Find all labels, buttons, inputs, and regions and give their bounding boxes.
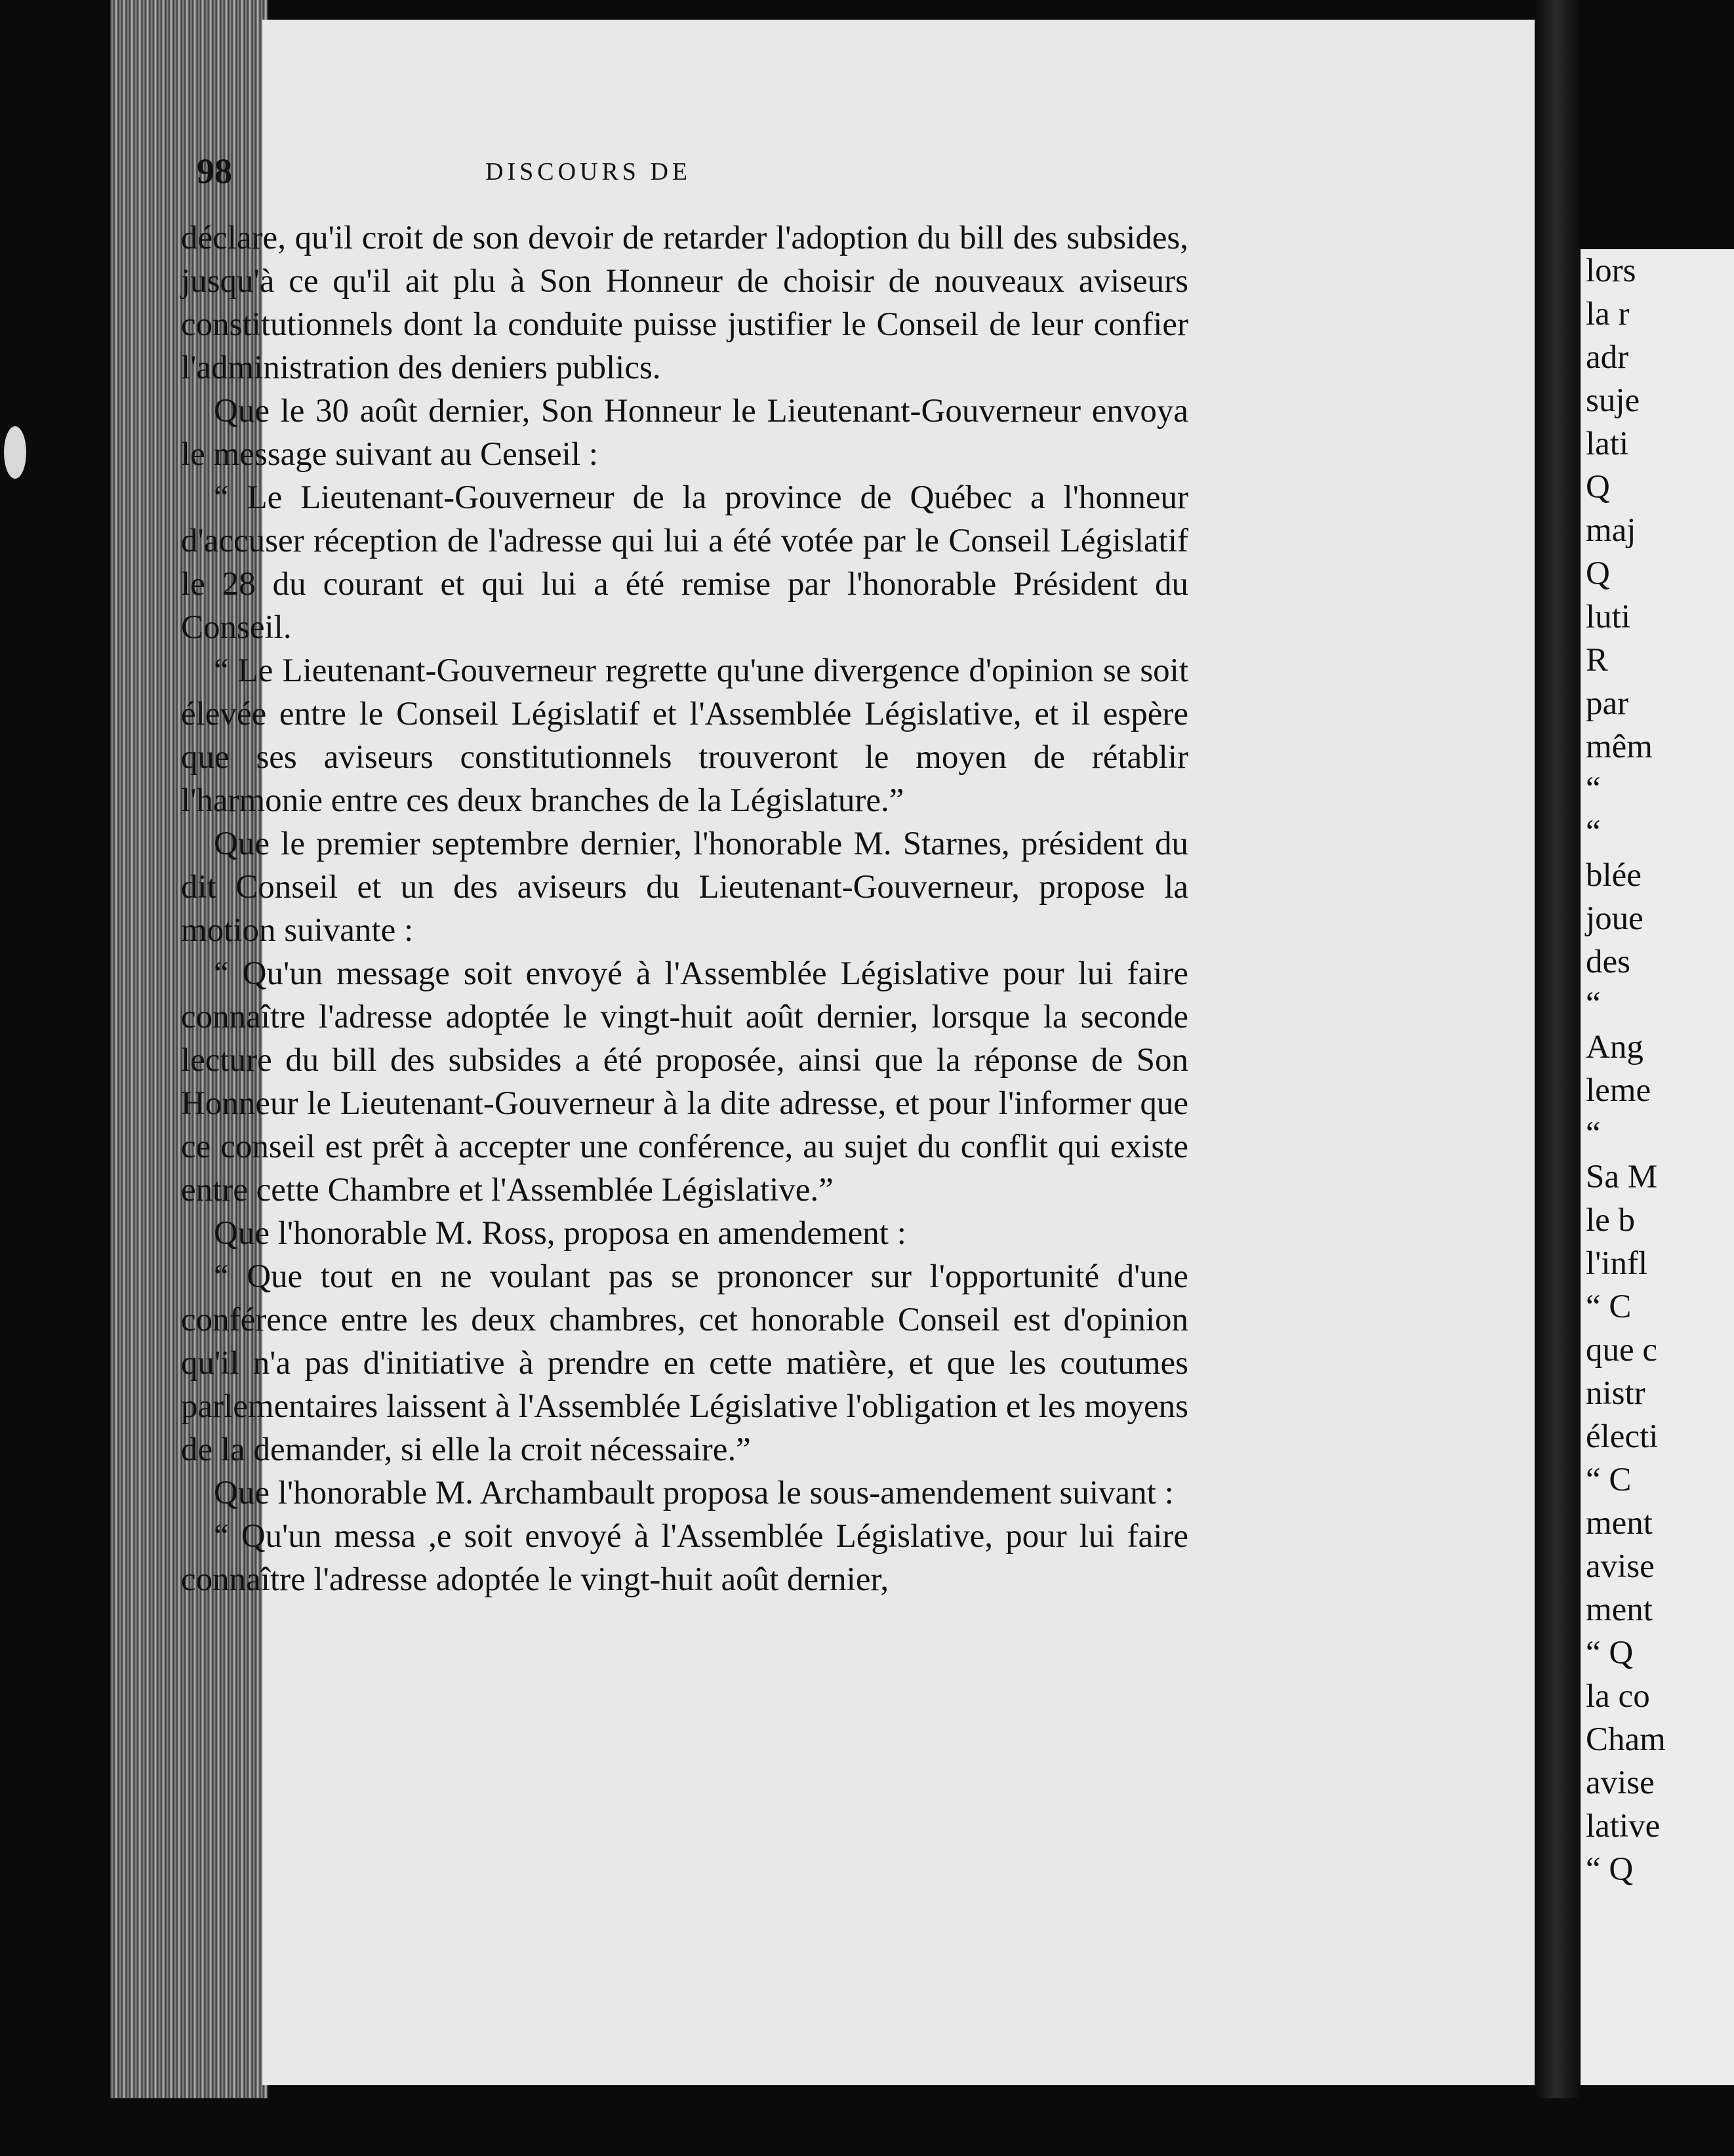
right-page-line-fragment: des (1586, 944, 1630, 980)
right-page-line-fragment: Q (1586, 555, 1610, 592)
right-page-line-fragment: “ Q (1586, 1851, 1634, 1888)
right-page-line-fragment: que c (1586, 1332, 1658, 1368)
right-page-line-fragment: luti (1586, 599, 1631, 635)
right-page-line-fragment: avise (1586, 1765, 1655, 1801)
right-page-line-fragment: R (1586, 642, 1609, 679)
right-page-line-fragment: Cham (1586, 1721, 1666, 1758)
paragraph: déclare, qu'il croit de son devoir de retarder l'adoption du bill des subsides, jusqu'à ce qu'il ait plu à Son Honneur de choisir de nouveaux aviseurs constitutionnels dont la conduite puisse justifier le Conseil de leur confier l'administration des deniers publics. (181, 220, 1188, 386)
right-page-line-fragment: “ C (1586, 1288, 1632, 1325)
right-page-line-fragment: nistr (1586, 1375, 1645, 1412)
paragraph: Que l'honorable M. Ross, proposa en amendement : (214, 1215, 906, 1252)
right-page-line-fragment: ment (1586, 1591, 1653, 1628)
right-page-line-fragment: “ (1586, 770, 1601, 807)
right-page-line-fragment: “ (1586, 814, 1601, 850)
right-page-line-fragment: lati (1586, 426, 1629, 462)
right-page-line-fragment: “ C (1586, 1462, 1632, 1498)
page-header (197, 138, 1154, 197)
right-page-line-fragment: “ Q (1586, 1635, 1634, 1671)
right-page-line-fragment: le b (1586, 1202, 1636, 1239)
scan-edge-mark (4, 426, 26, 479)
right-page-line-fragment: l'infl (1586, 1245, 1648, 1282)
right-page-line-fragment: maj (1586, 512, 1636, 549)
page-number: 98 (197, 151, 232, 191)
right-page-line-fragment: Ang (1586, 1029, 1643, 1066)
right-page-line-fragment: blée (1586, 857, 1642, 894)
paragraph: Que le 30 août dernier, Son Honneur le Lieutenant-Gouverneur envoya le message suivant au Censeil : (181, 393, 1188, 473)
paragraph: Que l'honorable M. Archambault proposa le sous-amendement suivant : (214, 1475, 1174, 1511)
paragraph: Que le premier septembre dernier, l'honorable M. Starnes, président du dit Conseil et un des aviseurs du Lieutenant-Gouverneur, propose la motion suivante : (181, 826, 1188, 949)
paragraph: “ Que tout en ne voulant pas se prononcer sur l'opportunité d'une conférence entre les deux chambres, cet honorable Conseil est d'opinion qu'il n'a pas d'initiative à prendre en cette matière, et que les coutumes parlementaires laissent à l'Assemblée Législative l'obligation et les moyens de la demander, si elle la croit nécessaire.” (181, 1258, 1188, 1468)
right-page-line-fragment: lors (1586, 252, 1636, 289)
right-page-line-fragment: avise (1586, 1548, 1655, 1585)
right-page-line-fragment: lative (1586, 1808, 1661, 1845)
paragraph: “ Qu'un message soit envoyé à l'Assemblée Législative pour lui faire connaître l'adresse adoptée le vingt-huit août dernier, lorsque la seconde lecture du bill des subsides a été proposée, ainsi que la réponse de Son Honneur le Lieutenant-Gouverneur à la dite adresse, et pour l'informer que ce conseil est prêt à accepter une conférence, au sujet du conflit qui existe entre cette Chambre et l'Assemblée Législative.” (181, 955, 1188, 1208)
right-page-line-fragment: Q (1586, 469, 1610, 506)
right-page-line-fragment: suje (1586, 382, 1640, 419)
right-page-line-fragment: la r (1586, 296, 1630, 332)
right-page-line-fragment: Sa M (1586, 1159, 1658, 1195)
right-book-page-fragment (1581, 249, 1734, 2085)
right-page-line-fragment: leme (1586, 1072, 1651, 1109)
scan-bottom-strip (0, 2098, 1734, 2156)
paragraph: “ Qu'un messa ,e soit envoyé à l'Assemblée Législative, pour lui faire connaître l'adresse adoptée le vingt-huit août dernier, (181, 1518, 1188, 1598)
right-page-line-fragment: adr (1586, 339, 1629, 376)
right-page-line-fragment: “ (1586, 986, 1601, 1022)
right-page-line-fragment: joue (1586, 900, 1643, 937)
right-page-line-fragment: mêm (1586, 729, 1653, 765)
body-text (181, 216, 1188, 1601)
right-page-line-fragment: électi (1586, 1418, 1659, 1455)
scan-top-strip (197, 0, 1535, 22)
right-page-line-fragment: par (1586, 685, 1629, 722)
right-page-line-fragment: “ (1586, 1115, 1601, 1152)
paragraph: “ Le Lieutenant-Gouverneur de la province de Québec a l'honneur d'accuser réception de l'adresse qui lui a été votée par le Conseil Législatif le 28 du courant et qui lui a été remise par l'honorable Président du Conseil. (181, 479, 1188, 646)
running-head: DISCOURS DE (485, 158, 692, 186)
right-page-line-fragment: la co (1586, 1678, 1650, 1715)
right-page-line-fragment: ment (1586, 1505, 1653, 1542)
paragraph: “ Le Lieutenant-Gouverneur regrette qu'une divergence d'opinion se soit élevée entre le Conseil Législatif et l'Assemblée Législative, et il espère que ses aviseurs constitutionnels trouveront le moyen de rétablir l'harmonie entre ces deux branches de la Législature.” (181, 652, 1188, 819)
book-gutter (1535, 0, 1582, 2156)
